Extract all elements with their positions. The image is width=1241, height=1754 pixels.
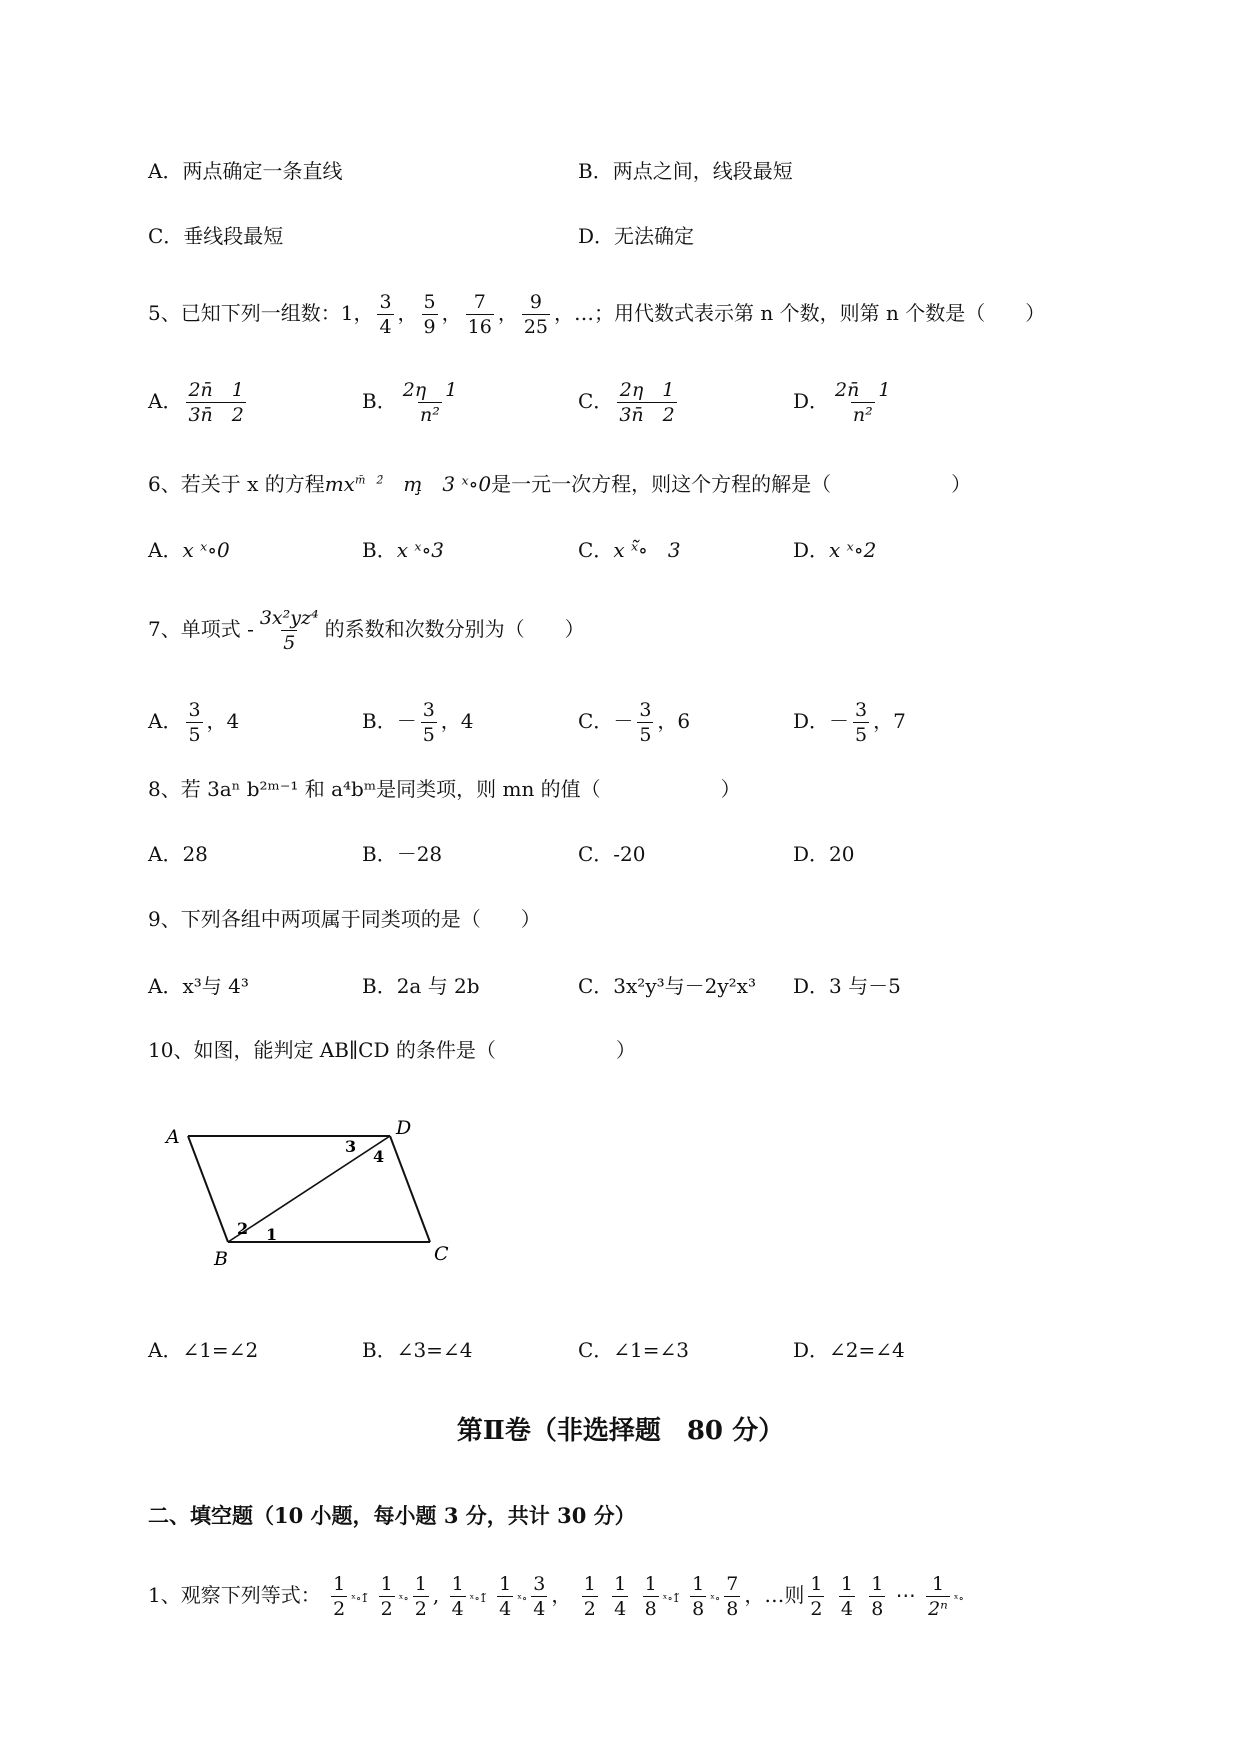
label-b: B: [214, 1248, 228, 1270]
fill-question-1: 1、观察下列等式： $\frac{1}{2}$ ˣ∘1̃ $\frac{1}{2}$ ˣ∘ $\frac{1}{2}$ , $\frac{1}{4}$ ˣ∘1̃ $\frac{1}{4}$ ˣ∘ $\frac{3}{4}$ ， $\frac{1}{2}$ $\frac{1}{4}$ $\frac{1}{8}$ ˣ∘1̃ $\frac{1}{8}$ ˣ∘ $\frac{7}{8}$ ，…则 $\frac{1}{2}$ $\frac{1}{4}$ $\frac{1}{8}$ ⋯ $\frac{1}{\text{2ⁿ}}$ ˣ∘: [148, 1573, 964, 1620]
q7-option-b: B．－ $\frac{3}{5}$ ，4: [362, 699, 474, 746]
q7-monomial: $\frac{\text{3x²yz⁴}}{5}$: [259, 607, 319, 654]
q8-option-b: B．－28: [362, 842, 443, 866]
q10-option-b: B．∠3=∠4: [362, 1338, 473, 1362]
question-9: 9、下列各组中两项属于同类项的是（ ）: [148, 907, 541, 931]
q4-option-a: A．两点确定一条直线: [148, 159, 343, 183]
q8-option-a: A．28: [148, 842, 208, 866]
q6-option-a: A．x ˣ∘0: [148, 538, 230, 562]
q5-option-d: D． $\frac{2n̄ 1}{\text{n²}}$: [793, 379, 891, 426]
label-a: A: [166, 1126, 180, 1148]
segment-bd: [228, 1136, 390, 1242]
section-2-title: 第Ⅱ卷（非选择题 80 分）: [456, 1416, 785, 1446]
q9-option-a: A．x³与 4³: [148, 974, 249, 998]
q5-text-post: ，…；用代数式表示第 n 个数，则第 n 个数是（ ）: [554, 301, 1046, 325]
q4-option-b: B．两点之间，线段最短: [578, 159, 793, 183]
angle-4-label: 4: [373, 1147, 385, 1166]
q5-option-a: A． $\frac{2n̄ 1}{3n̄ 2}$: [148, 379, 244, 426]
q6-equation: mx: [324, 472, 355, 496]
segment-ab: [188, 1136, 228, 1242]
q8-option-c: C．-20: [578, 842, 646, 866]
q4-option-d: D．无法确定: [578, 224, 695, 248]
q9-option-d: D．3 与－5: [793, 974, 901, 998]
q4-option-c: C．垂线段最短: [148, 224, 284, 248]
question-5: 5、已知下列一组数：1， $\frac{3}{4}$ ， $\frac{5}{9}$ ， $\frac{7}{16}$ ， $\frac{9}{25}$ ，…；用代数式表示第 n 个数，则第 n 个数是（ ）: [148, 291, 1046, 338]
question-7: 7、单项式 - $\frac{\text{3x²yz⁴}}{5}$ 的系数和次数分别为（ ）: [148, 607, 585, 654]
q6-option-b: B．x ˣ∘3: [362, 538, 444, 562]
label-c: C: [434, 1243, 449, 1265]
label-d: D: [396, 1117, 412, 1139]
segment-dc: [390, 1136, 430, 1242]
q6-option-d: D．x ˣ∘2: [793, 538, 877, 562]
q6-option-c: C．x ˣ̃∘ 3: [578, 538, 681, 562]
q8-option-d: D．20: [793, 842, 855, 866]
q7-option-a: A． $\frac{3}{5}$ ，4: [148, 699, 240, 746]
question-8: 8、若 3aⁿ b²ᵐ⁻¹ 和 a⁴bᵐ是同类项，则 mn 的值（ ）: [148, 777, 741, 801]
part-2-title: 二、填空题（10 小题，每小题 3 分，共计 30 分）: [148, 1503, 636, 1528]
q9-option-c: C．3x²y³与－2y²x³: [578, 974, 756, 998]
question-6: 6、若关于 x 的方程$mx^{m̄ 2̄}$ m̧ 3 ˣ∘0是一元一次方程，则这个方程的解是（ ）: [148, 472, 972, 496]
parallelogram-figure: [150, 1110, 470, 1270]
q5-text-pre: 5、已知下列一组数：1，: [148, 301, 374, 325]
q5-fraction-4: $\frac{9}{25}$: [523, 291, 549, 338]
q5-fraction-2: $\frac{5}{9}$: [423, 291, 436, 338]
angle-2-label: 2: [237, 1219, 249, 1238]
q5-fraction-1: $\frac{3}{4}$: [379, 291, 392, 338]
question-10: 10、如图，能判定 AB∥CD 的条件是（ ）: [148, 1038, 636, 1062]
q5-option-c: C． $\frac{2\eta 1}{3n̄ 2}$: [578, 379, 675, 426]
q7-option-c: C．－ $\frac{3}{5}$ ，6: [578, 699, 691, 746]
q9-option-b: B．2a 与 2b: [362, 974, 480, 998]
q10-option-d: D．∠2=∠4: [793, 1338, 905, 1362]
angle-1-label: 1: [266, 1225, 278, 1244]
q5-option-b: B． $\frac{2\eta 1}{\text{n²}}$: [362, 379, 458, 426]
q7-option-d: D．－ $\frac{3}{5}$ ，7: [793, 699, 906, 746]
q10-option-a: A．∠1=∠2: [148, 1338, 259, 1362]
q10-option-c: C．∠1=∠3: [578, 1338, 690, 1362]
angle-3-label: 3: [345, 1137, 357, 1156]
q5-fraction-3: $\frac{7}{16}$: [467, 291, 492, 338]
